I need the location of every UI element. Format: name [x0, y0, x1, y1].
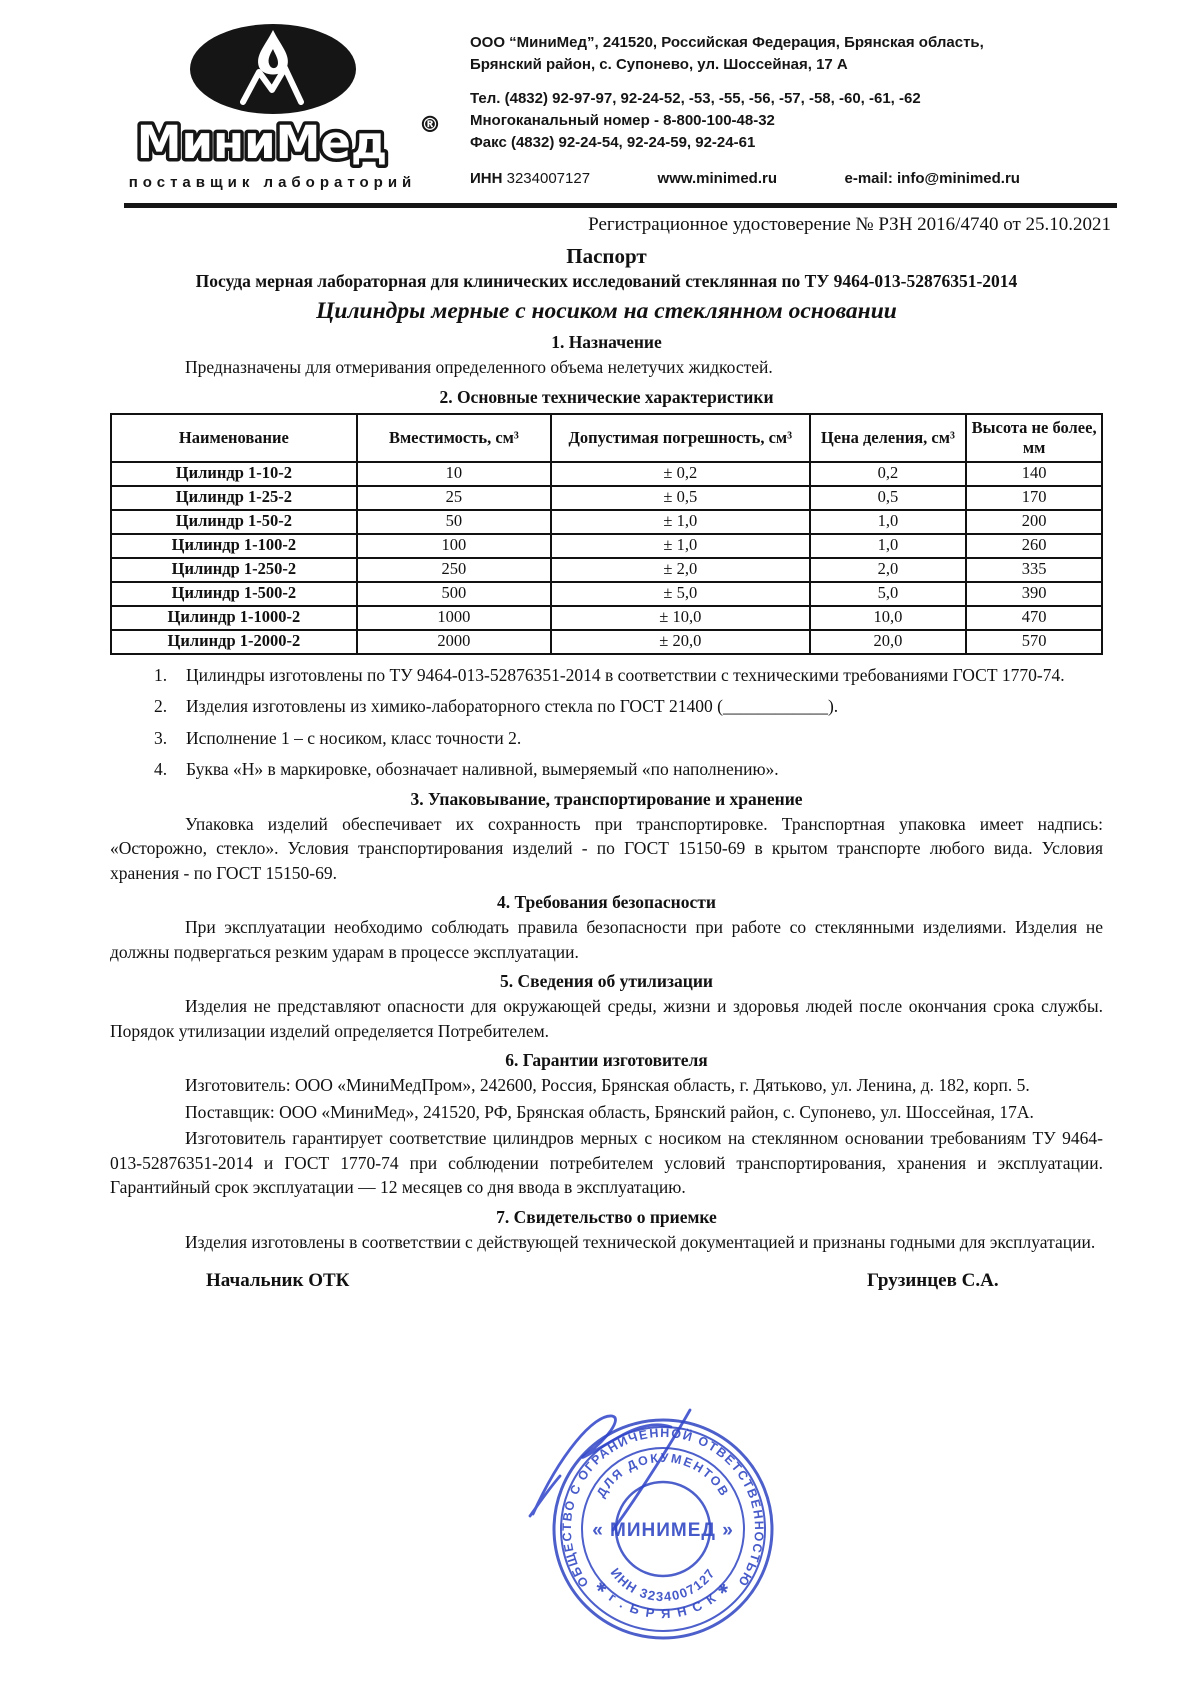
brand-name-text: МиниМед — [136, 116, 388, 169]
table-cell: 25 — [357, 486, 551, 510]
brand-wordmark — [100, 112, 445, 172]
inn-value: 3234007127 — [506, 170, 591, 187]
stamp-outer-ring-text: ОБЩЕСТВО С ОГРАНИЧЕННОЙ ОТВЕТСТВЕННОСТЬЮ — [559, 1425, 767, 1590]
company-address — [470, 32, 1020, 76]
table-row — [111, 630, 1102, 654]
section-3-text: Упаковка изделий обеспечивает их сохранность при транспортировке. Транспортная упаковка имеет надпись: «Осторожно, стекло». Условия транспортирования изделий - по ГОСТ 15150-69 в крытом транспорте любого вида. Условия хранения - по ГОСТ 15150-69. — [110, 813, 1103, 883]
section-5-text: Изделия не представляют опасности для окружающей среды, жизни и здоровья людей после окончания срока службы. Порядок утилизации изделий определяется Потребителем. — [110, 996, 1103, 1041]
table-cell: ± 10,0 — [551, 606, 810, 630]
document-body — [110, 214, 1111, 1302]
notes-list — [154, 663, 1103, 782]
table-cell: ± 1,0 — [551, 510, 810, 534]
section-7-text: Изделия изготовлены в соответствии с действующей технической документацией и признаны годными для эксплуатации. — [185, 1231, 1096, 1252]
registration-certificate-line: Регистрационное удостоверение № РЗН 2016/4740 от 25.10.2021 — [588, 214, 1111, 235]
company-ids-row — [470, 168, 1020, 190]
email-link[interactable]: e-mail: info@minimed.ru — [844, 170, 1020, 187]
company-contacts — [470, 88, 1020, 154]
stamp-center-brand-text: « МИНИМЕД » — [592, 1520, 734, 1541]
table-cell: 390 — [966, 582, 1102, 606]
note-item: Буква «Н» в маркировке, обозначает наливной, вымеряемый «по наполнению». — [186, 759, 779, 779]
svg-text:ДЛЯ ДОКУМЕНТОВ — [594, 1451, 732, 1500]
stamp-for-documents-text: ДЛЯ ДОКУМЕНТОВ — [593, 1450, 733, 1500]
specifications-table — [110, 413, 1103, 655]
website-link[interactable]: www.minimed.ru — [657, 170, 778, 187]
section-2-heading: 2. Основные технические характеристики — [439, 386, 774, 407]
table-row — [111, 558, 1102, 582]
table-cell: 335 — [966, 558, 1102, 582]
candle-flame-logo-icon — [187, 22, 359, 118]
table-cell: 140 — [966, 462, 1102, 486]
signatory-name: Грузинцев С.А. — [867, 1270, 999, 1291]
table-cell: 50 — [357, 510, 551, 534]
document-type-title: Паспорт — [566, 244, 647, 268]
table-row — [111, 510, 1102, 534]
company-round-stamp — [470, 1392, 870, 1692]
section-1-heading: 1. Назначение — [551, 332, 662, 352]
section-1-text: Предназначены для отмеривания определенного объема нелетучих жидкостей. — [185, 357, 773, 377]
table-header-cell: Допустимая погрешность, см³ — [551, 414, 810, 462]
document-subtitle: Посуда мерная лабораторная для клинических исследований стеклянная по ТУ 9464-013-52876351-2014 — [195, 271, 1018, 291]
table-cell: 2000 — [357, 630, 551, 654]
table-header-cell: Наименование — [111, 414, 357, 462]
table-cell: 170 — [966, 486, 1102, 510]
table-cell: Цилиндр 1-50-2 — [111, 510, 357, 534]
stamp-inn-text: ИНН 3234007127 — [607, 1565, 719, 1605]
signature-row — [110, 1270, 1103, 1302]
table-header-cell: Вместимость, см³ — [357, 414, 551, 462]
table-cell: 260 — [966, 534, 1102, 558]
table-row — [111, 606, 1102, 630]
inn-label: ИНН — [470, 170, 503, 187]
table-cell: ± 5,0 — [551, 582, 810, 606]
fax-line: Факс (4832) 92-24-54, 92-24-59, 92-24-61 — [470, 134, 756, 151]
product-title: Цилиндры мерные с носиком на стеклянном основании — [316, 298, 897, 324]
table-cell: ± 1,0 — [551, 534, 810, 558]
warranty-paragraph: Изготовитель гарантирует соответствие цилиндров мерных с носиком на стеклянном основании требованиям ТУ 9464-013-52876351-2014 и ГОСТ 1770-74 при соблюдении потребителем условий транспортирования, хранения и эксплуатации. Гарантийный срок эксплуатации — 12 месяцев со дня ввода в эксплуатацию. — [110, 1128, 1103, 1197]
logo-tagline: поставщик лабораторий — [128, 174, 417, 191]
table-cell: Цилиндр 1-2000-2 — [111, 630, 357, 654]
stamp-city-text: ✱ г . Б Р Я Н С К ✱ — [592, 1578, 734, 1622]
address-line-1: ООО “МиниМед”, 241520, Российская Федерация, Брянская область, — [470, 34, 984, 51]
table-cell: ± 0,2 — [551, 462, 810, 486]
table-row — [111, 486, 1102, 510]
letterhead — [0, 18, 1200, 208]
company-info-block — [470, 32, 1020, 190]
table-cell: 100 — [357, 534, 551, 558]
hotline-line: Многоканальный номер - 8-800-100-48-32 — [470, 112, 775, 129]
table-cell: Цилиндр 1-100-2 — [111, 534, 357, 558]
table-cell: 1,0 — [810, 510, 967, 534]
table-cell: 570 — [966, 630, 1102, 654]
table-cell: Цилиндр 1-25-2 — [111, 486, 357, 510]
table-header-row — [111, 414, 1102, 462]
phone-line: Тел. (4832) 92-97-97, 92-24-52, -53, -55, -56, -57, -58, -60, -61, -62 — [470, 90, 921, 107]
table-cell: 5,0 — [810, 582, 967, 606]
table-header-cell: Высота не более, мм — [966, 414, 1102, 462]
address-line-2: Брянский район, с. Супонево, ул. Шоссейная, 17 А — [470, 56, 848, 73]
supplier-paragraph: Поставщик: ООО «МиниМед», 241520, РФ, Брянская область, Брянский район, с. Супонево, ул. Шоссейная, 17А. — [185, 1101, 1034, 1122]
section-4-text: При эксплуатации необходимо соблюдать правила безопасности при работе со стеклянными изделиями. Изделия не должны подвергаться резким ударам в процессе эксплуатации. — [110, 917, 1103, 962]
table-cell: ± 0,5 — [551, 486, 810, 510]
table-cell: 470 — [966, 606, 1102, 630]
table-row — [111, 582, 1102, 606]
table-cell: Цилиндр 1-500-2 — [111, 582, 357, 606]
table-cell: ± 2,0 — [551, 558, 810, 582]
table-cell: 500 — [357, 582, 551, 606]
manufacturer-paragraph: Изготовитель: ООО «МиниМедПром», 242600, Россия, Брянская область, г. Дятьково, ул. Ленина, д. 182, корп. 5. — [185, 1075, 1030, 1095]
section-7-heading: 7. Свидетельство о приемке — [496, 1206, 717, 1227]
registered-trademark-icon: ® — [421, 115, 439, 135]
table-cell: 10,0 — [810, 606, 967, 630]
note-item: Цилиндры изготовлены по ТУ 9464-013-52876351-2014 в соответствии с техническими требованиями ГОСТ 1770-74. — [186, 664, 1065, 685]
table-cell: 250 — [357, 558, 551, 582]
company-logo — [100, 22, 445, 191]
stamp-and-signature-area — [470, 1392, 870, 1692]
table-cell: Цилиндр 1-1000-2 — [111, 606, 357, 630]
table-cell: Цилиндр 1-10-2 — [111, 462, 357, 486]
inn — [470, 168, 590, 190]
table-cell: 10 — [357, 462, 551, 486]
table-cell: 1,0 — [810, 534, 967, 558]
section-4-heading: 4. Требования безопасности — [497, 892, 716, 912]
section-6-heading: 6. Гарантии изготовителя — [505, 1050, 708, 1070]
note-item: Исполнение 1 – с носиком, класс точности 2. — [186, 727, 522, 748]
table-cell: 200 — [966, 510, 1102, 534]
section-3-heading: 3. Упаковывание, транспортирование и хранение — [410, 788, 803, 809]
spec-table-head — [111, 414, 1102, 462]
section-5-heading: 5. Сведения об утилизации — [500, 971, 713, 991]
table-cell: 0,2 — [810, 462, 967, 486]
table-row — [111, 462, 1102, 486]
header-divider-rule — [124, 203, 1117, 208]
table-row — [111, 534, 1102, 558]
table-header-cell: Цена деления, см³ — [810, 414, 967, 462]
signatory-position: Начальник ОТК — [206, 1270, 350, 1291]
spec-table-body — [111, 462, 1102, 654]
table-cell: ± 20,0 — [551, 630, 810, 654]
note-item: Изделия изготовлены из химико-лабораторного стекла по ГОСТ 21400 (____________). — [186, 696, 839, 716]
table-cell: Цилиндр 1-250-2 — [111, 558, 357, 582]
table-cell: 20,0 — [810, 630, 967, 654]
table-cell: 2,0 — [810, 558, 967, 582]
table-cell: 1000 — [357, 606, 551, 630]
table-cell: 0,5 — [810, 486, 967, 510]
